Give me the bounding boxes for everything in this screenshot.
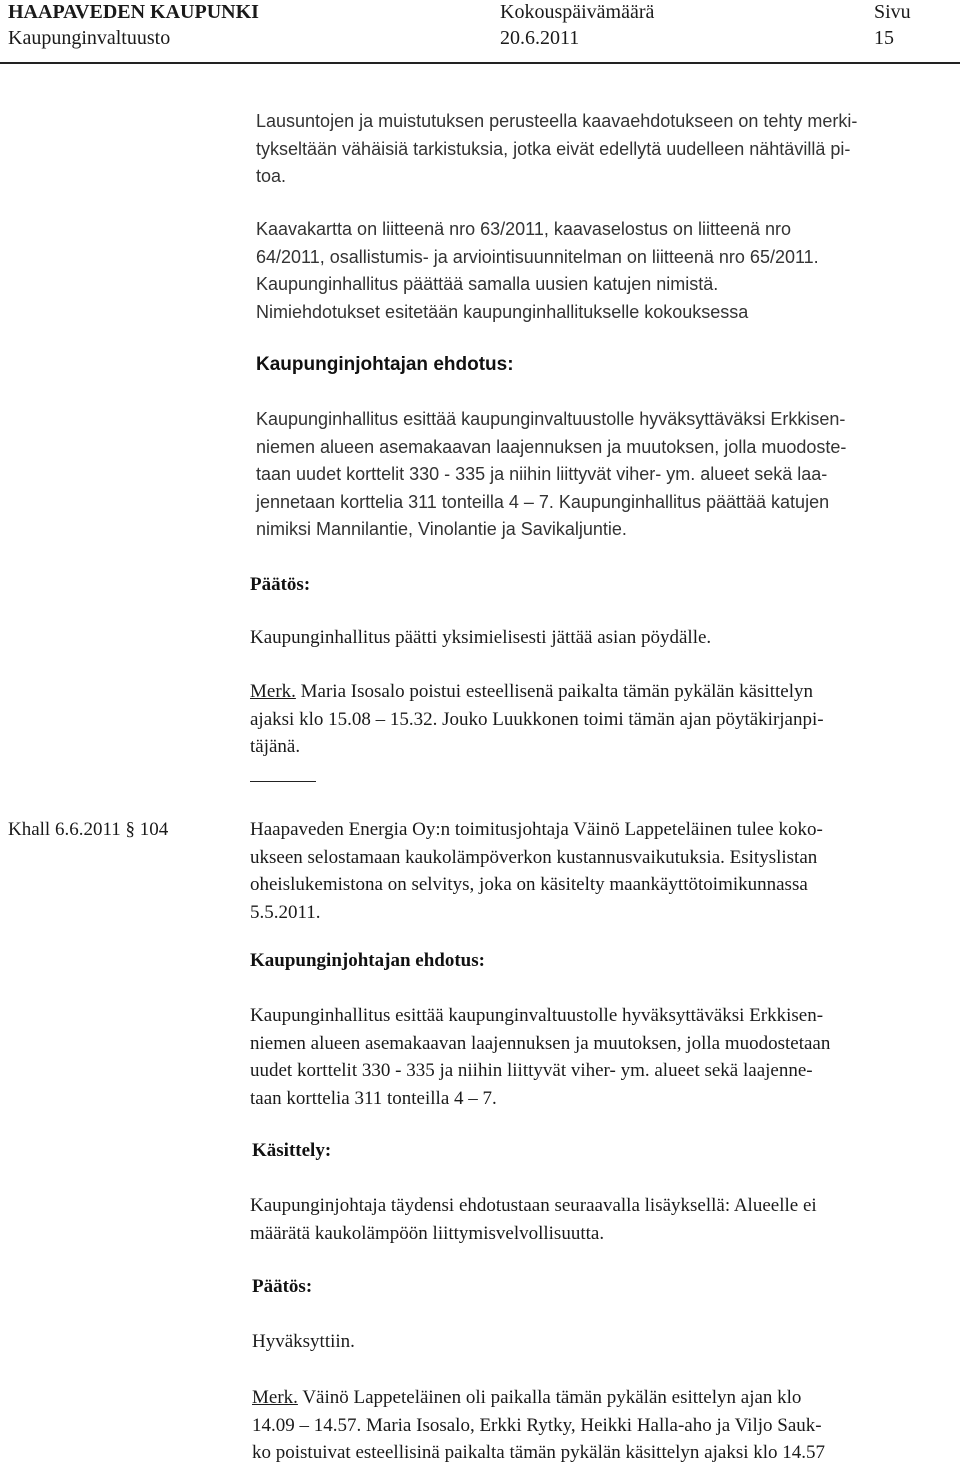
text-line: taan korttelia 311 tonteilla 4 – 7. (250, 1087, 497, 1109)
header-divider (0, 62, 960, 64)
handling-text (250, 1192, 817, 1247)
text-line: tykseltään vähäisiä tarkistuksia, jotka eivät edellytä uudelleen nähtävillä pi- (256, 138, 851, 159)
text-line: määrätä kaukolämpöön liittymisvelvollisuutta. (250, 1222, 605, 1244)
decision-heading: Päätös: (250, 574, 311, 595)
text-line: ajaksi klo 15.08 – 15.32. Jouko Luukkonen toimi tämän ajan pöytäkirjanpi- (250, 708, 824, 730)
text-line: Nimiehdotukset esitetään kaupunginhallitukselle kokouksessa (256, 301, 749, 322)
text-line: Kaupunginhallitus päättää samalla uusien katujen nimistä. (256, 274, 719, 294)
remark-label: Merk. (250, 681, 296, 702)
proposal-text (256, 406, 846, 544)
text-line: Kaavakartta on liitteenä nro 63/2011, kaavaselostus on liitteenä nro (256, 219, 792, 239)
text-line: Kaupunginhallitus esittää kaupunginvaltuustolle hyväksyttäväksi Erkkisen- (256, 409, 846, 429)
text-line: Kaupunginhallitus esittää kaupunginvaltuustolle hyväksyttäväksi Erkkisen- (250, 1005, 824, 1026)
text-line: niemen alueen asemakaavan laajennuksen ja muutoksen, jolla muodoste- (256, 436, 847, 457)
text-line: jennetaan korttelia 311 tonteilla 4 – 7. Kaupunginhallitus päättää katujen (256, 491, 830, 512)
remark-label: Merk. (252, 1387, 298, 1408)
section-separator (250, 781, 316, 782)
text-line: taan uudet korttelit 330 - 335 ja niihin liittyvät viher- ym. alueet sekä laa- (256, 464, 828, 484)
meeting-date: 20.6.2011 (500, 27, 580, 49)
remark-paragraph (252, 1384, 825, 1467)
text-line: nimiksi Mannilantie, Vinolantie ja Savikaljuntie. (256, 519, 627, 539)
text-line: Kaupunginjohtaja täydensi ehdotustaan seuraavalla lisäyksellä: Alueelle ei (250, 1195, 817, 1216)
decision-text: Hyväksyttiin. (252, 1331, 355, 1352)
text-line: Lausuntojen ja muistutuksen perusteella kaavaehdotukseen on tehty merki- (256, 111, 858, 131)
intro-paragraph-2 (256, 216, 819, 326)
decision-heading: Päätös: (252, 1276, 313, 1297)
text-line: Haapaveden Energia Oy:n toimitusjohtaja Väinö Lappeteläinen tulee koko- (250, 819, 823, 840)
proposal-heading: Kaupunginjohtajan ehdotus: (256, 354, 514, 375)
section-reference: Khall 6.6.2011 § 104 (8, 819, 169, 840)
text-line: ko poistuivat esteellisinä paikalta tämän pykälän käsittelyn ajaksi klo 14.57 (252, 1442, 826, 1463)
text-line: toa. (256, 166, 287, 186)
text-line: 64/2011, osallistumis- ja arviointisuunnitelman on liitteenä nro 65/2011. (256, 246, 819, 267)
governing-body: Kaupunginvaltuusto (8, 27, 171, 49)
text-line: täjänä. (250, 736, 301, 757)
text-line: 14.09 – 14.57. Maria Isosalo, Erkki Rytky, Heikki Halla-aho ja Viljo Sauk- (252, 1414, 822, 1436)
handling-heading: Käsittely: (252, 1140, 332, 1161)
intro-paragraph-1 (256, 108, 857, 191)
text-line: uudet korttelit 330 - 335 ja niihin liittyvät viher- ym. alueet sekä laajenne- (250, 1060, 813, 1081)
remark-text: Väinö Lappeteläinen oli paikalla tämän pykälän esittelyn ajan klo (302, 1387, 802, 1408)
page-number: 15 (874, 27, 894, 49)
decision-text: Kaupunginhallitus päätti yksimielisesti jättää asian pöydälle. (250, 627, 712, 648)
org-name: HAAPAVEDEN KAUPUNKI (8, 1, 259, 23)
text-line: niemen alueen asemakaavan laajennuksen ja muutoksen, jolla muodostetaan (250, 1032, 831, 1054)
text-line: ukseen selostamaan kaukolämpöverkon kustannusvaikutuksia. Esityslistan (250, 846, 818, 868)
proposal-text (250, 1002, 830, 1112)
remark-paragraph (250, 678, 824, 761)
text-line: oheislukemistona on selvitys, joka on käsitelty maankäyttötoimikunnassa (250, 874, 808, 895)
proposal-heading: Kaupunginjohtajan ehdotus: (250, 950, 485, 971)
remark-text: Maria Isosalo poistui esteellisenä paikalta tämän pykälän käsittelyn (300, 681, 813, 702)
text-line: 5.5.2011. (250, 901, 321, 923)
date-label: Kokouspäivämäärä (500, 1, 655, 23)
section-intro (250, 816, 823, 926)
page-label: Sivu (874, 1, 911, 23)
